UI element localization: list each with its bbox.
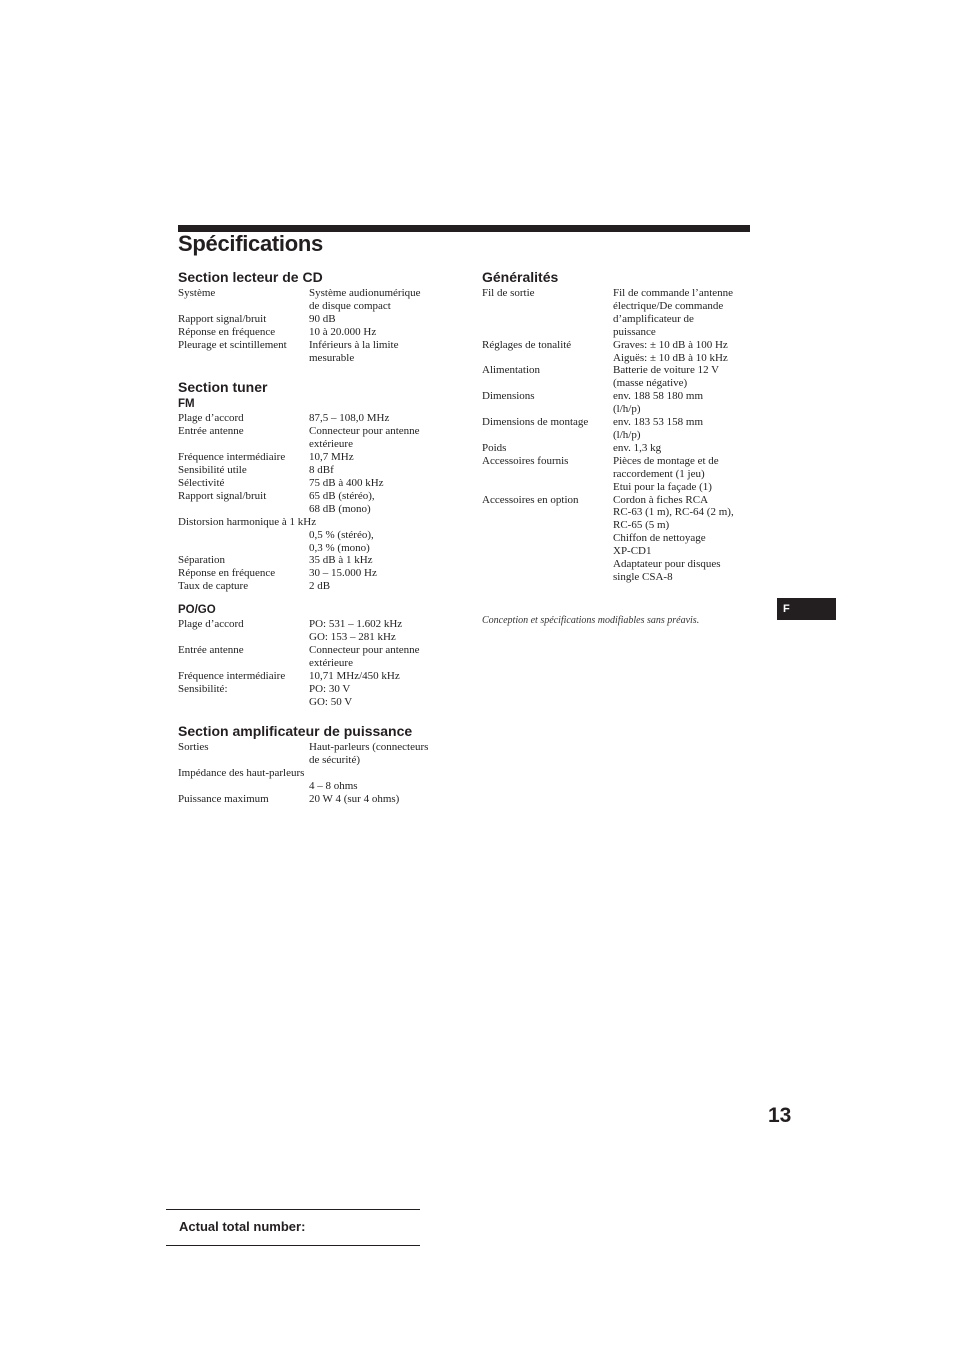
- spec-value: 0,3 % (mono): [309, 541, 370, 554]
- spec-value: Connecteur pour antenne: [309, 643, 420, 656]
- spec-list: [178, 412, 453, 593]
- spec-value: single CSA-8: [613, 570, 673, 583]
- spec-value: Chiffon de nettoyage: [613, 532, 706, 545]
- spec-label-spacer: [178, 352, 309, 365]
- spec-row: [178, 425, 453, 438]
- spec-label: Réponse en fréquence: [178, 567, 276, 580]
- spec-row: [178, 287, 453, 300]
- spec-label-spacer: [482, 506, 613, 519]
- spec-row: [482, 300, 757, 313]
- spec-value: 8 dBf: [309, 464, 334, 477]
- spec-row: [482, 403, 757, 416]
- spec-value: extérieure: [309, 438, 353, 451]
- spec-value: Graves: ± 10 dB à 100 Hz: [613, 338, 728, 351]
- spec-label: Taux de capture: [178, 580, 249, 593]
- spec-value: Connecteur pour antenne: [309, 425, 420, 438]
- spec-row: [178, 412, 453, 425]
- spec-value: (masse négative): [613, 377, 688, 390]
- spec-row: [178, 793, 453, 806]
- spec-label: Sélectivité: [178, 476, 225, 489]
- spec-value: Inférieurs à la limite: [309, 338, 399, 351]
- spec-label: Alimentation: [482, 364, 541, 377]
- spec-value: env. 1,3 kg: [613, 441, 662, 454]
- spec-value: 2 dB: [309, 580, 331, 593]
- spec-label: Poids: [482, 441, 507, 454]
- spec-value: 68 dB (mono): [309, 502, 371, 515]
- spec-value: PO: 531 – 1.602 kHz: [309, 618, 403, 631]
- section-heading: Généralités: [482, 269, 559, 285]
- spec-label-spacer: [482, 558, 613, 571]
- spec-row: [178, 580, 453, 593]
- spec-row: [482, 416, 757, 429]
- spec-label: Rapport signal/bruit: [178, 489, 267, 502]
- spec-value: puissance: [613, 325, 656, 338]
- spec-row: [178, 339, 453, 352]
- spec-row: [178, 490, 453, 503]
- spec-label-spacer: [178, 631, 309, 644]
- spec-label: Plage d’accord: [178, 412, 244, 425]
- spec-row: [482, 494, 757, 507]
- spec-label-spacer: [178, 754, 309, 767]
- spec-row: [178, 696, 453, 709]
- spec-value: 4 – 8 ohms: [309, 780, 358, 793]
- footer-box: [166, 1209, 420, 1246]
- spec-label: Rapport signal/bruit: [178, 312, 267, 325]
- spec-label-spacer: [178, 503, 309, 516]
- spec-value: PO: 30 V: [309, 682, 351, 695]
- spec-label-spacer: [482, 468, 613, 481]
- spec-value: 10,7 MHz: [309, 451, 354, 464]
- spec-label-spacer: [482, 519, 613, 532]
- spec-label-spacer: [482, 377, 613, 390]
- spec-value: Batterie de voiture 12 V: [613, 364, 720, 377]
- spec-label-spacer: [482, 481, 613, 494]
- spec-label-spacer: [482, 352, 613, 365]
- spec-label-spacer: [178, 300, 309, 313]
- spec-label-spacer: [482, 313, 613, 326]
- spec-value: Cordon à fiches RCA: [613, 493, 709, 506]
- spec-value: 35 dB à 1 kHz: [309, 554, 373, 567]
- spec-value: de disque compact: [309, 299, 391, 312]
- spec-row: [178, 554, 453, 567]
- footer-label: Actual total number:: [179, 1219, 306, 1234]
- spec-label: Réglages de tonalité: [482, 338, 572, 351]
- spec-value: 90 dB: [309, 312, 336, 325]
- spec-row: [482, 429, 757, 442]
- spec-value: 10,71 MHz/450 kHz: [309, 669, 400, 682]
- spec-value: Adaptateur pour disques: [613, 558, 721, 571]
- spec-row: [178, 644, 453, 657]
- spec-label: Réponse en fréquence: [178, 325, 276, 338]
- spec-value: Etui pour la façade (1): [613, 480, 712, 493]
- spec-row: [178, 754, 453, 767]
- spec-value: env. 188 58 180 mm: [613, 390, 704, 403]
- spec-row: [482, 545, 757, 558]
- spec-row: [482, 364, 757, 377]
- spec-label: Sensibilité utile: [178, 464, 247, 477]
- spec-value: d’amplificateur de: [613, 312, 694, 325]
- spec-label: Système: [178, 287, 216, 299]
- spec-row: [482, 352, 757, 365]
- spec-value: Haut-parleurs (connecteurs: [309, 741, 429, 754]
- spec-row: [178, 657, 453, 670]
- spec-list: [178, 741, 453, 806]
- spec-value: env. 183 53 158 mm: [613, 416, 704, 429]
- spec-label: Fréquence intermédiaire: [178, 669, 286, 682]
- spec-row: [482, 339, 757, 352]
- spec-row: [178, 741, 453, 754]
- spec-label-spacer: [178, 542, 309, 555]
- spec-value: Système audionumérique: [309, 287, 421, 299]
- spec-value: électrique/De commande: [613, 299, 724, 312]
- spec-value: 75 dB à 400 kHz: [309, 476, 384, 489]
- spec-row: [178, 618, 453, 631]
- spec-value: 0,5 % (stéréo),: [309, 528, 374, 541]
- section-gap: [178, 364, 453, 378]
- language-tab: F: [777, 598, 836, 620]
- spec-label-spacer: [482, 403, 613, 416]
- spec-label: Dimensions: [482, 390, 535, 403]
- spec-value: de sécurité): [309, 754, 360, 767]
- spec-row: [178, 503, 453, 516]
- spec-row: [482, 468, 757, 481]
- spec-label-spacer: [482, 532, 613, 545]
- spec-label: Accessoires fournis: [482, 454, 569, 467]
- spec-row: [178, 464, 453, 477]
- spec-row: [482, 313, 757, 326]
- subsection-heading: FM: [178, 398, 195, 411]
- spec-row: [178, 683, 453, 696]
- spec-label: Entrée antenne: [178, 643, 244, 656]
- spec-label: Sensibilité:: [178, 682, 228, 695]
- spec-row: [178, 477, 453, 490]
- spec-row: [482, 532, 757, 545]
- spec-value: 65 dB (stéréo),: [309, 489, 375, 502]
- spec-label-spacer: [482, 429, 613, 442]
- spec-label-spacer: [178, 780, 309, 793]
- spec-list: [178, 618, 453, 708]
- spec-value: Fil de commande l’antenne: [613, 287, 734, 299]
- page-number: 13: [768, 1104, 792, 1127]
- spec-row: [482, 287, 757, 300]
- spec-value: 30 – 15.000 Hz: [309, 567, 377, 580]
- spec-label: Pleurage et scintillement: [178, 338, 287, 351]
- spec-row: [178, 451, 453, 464]
- spec-row: [482, 390, 757, 403]
- spec-row: [482, 558, 757, 571]
- spec-value: extérieure: [309, 656, 353, 669]
- spec-label-spacer: [482, 571, 613, 584]
- spec-value: 20 W 4 (sur 4 ohms): [309, 793, 400, 806]
- spec-label-spacer: [178, 657, 309, 670]
- section-gap: [178, 708, 453, 722]
- spec-label: Fil de sortie: [482, 287, 535, 299]
- spec-row: [482, 455, 757, 468]
- spec-row: [178, 529, 453, 542]
- spec-value: Aiguës: ± 10 dB à 10 kHz: [613, 351, 728, 364]
- spec-value: (l/h/p): [613, 403, 641, 416]
- spec-label-spacer: [482, 326, 613, 339]
- spec-row: [178, 352, 453, 365]
- spec-row: [178, 326, 453, 339]
- spec-row: [178, 438, 453, 451]
- spec-label: Séparation: [178, 554, 226, 567]
- spec-row: [178, 670, 453, 683]
- spec-value: GO: 153 – 281 kHz: [309, 631, 396, 644]
- section-heading: Section tuner: [178, 379, 268, 396]
- spec-label: Puissance maximum: [178, 793, 269, 806]
- spec-value: GO: 50 V: [309, 695, 353, 708]
- spec-row: [178, 780, 453, 793]
- spec-label-spacer: [178, 696, 309, 709]
- right-column: [482, 268, 757, 584]
- spec-row: [178, 313, 453, 326]
- section-heading: Section lecteur de CD: [178, 269, 323, 285]
- subsection-heading: PO/GO: [178, 604, 216, 617]
- spec-value: RC-63 (1 m), RC-64 (2 m),: [613, 506, 734, 519]
- spec-label: Fréquence intermédiaire: [178, 451, 286, 464]
- spec-label-spacer: [482, 545, 613, 558]
- spec-row: [482, 377, 757, 390]
- spec-value: RC-65 (5 m): [613, 519, 670, 532]
- spec-value: mesurable: [309, 351, 355, 364]
- spec-row: [482, 519, 757, 532]
- spec-label: Dimensions de montage: [482, 416, 589, 429]
- spec-label: Sorties: [178, 741, 209, 754]
- spec-label: Impédance des haut-parleurs: [178, 767, 305, 780]
- spec-value: raccordement (1 jeu): [613, 467, 705, 480]
- spec-value: XP-CD1: [613, 545, 652, 558]
- left-column: [178, 268, 453, 806]
- spec-row: [482, 442, 757, 455]
- spec-row: [178, 631, 453, 644]
- spec-list: [482, 287, 757, 584]
- spec-row: [482, 326, 757, 339]
- spec-label-spacer: [178, 529, 309, 542]
- page-title: Spécifications: [178, 231, 323, 256]
- spec-label: Distorsion harmonique à 1 kHz: [178, 515, 317, 528]
- group-gap: [178, 593, 453, 603]
- spec-label: Entrée antenne: [178, 425, 244, 438]
- spec-row: [482, 481, 757, 494]
- spec-label: Accessoires en option: [482, 493, 579, 506]
- spec-row: [482, 506, 757, 519]
- disclaimer-note: Conception et spécifications modifiables sans préavis.: [482, 615, 700, 626]
- spec-row: [482, 571, 757, 584]
- spec-row: [178, 567, 453, 580]
- spec-row: [178, 542, 453, 555]
- spec-value: 87,5 – 108,0 MHz: [309, 412, 390, 425]
- spec-label-spacer: [178, 438, 309, 451]
- spec-label: Plage d’accord: [178, 618, 244, 631]
- spec-value: Pièces de montage et de: [613, 454, 719, 467]
- spec-label-spacer: [482, 300, 613, 313]
- section-heading: Section amplificateur de puissance: [178, 723, 413, 740]
- spec-value: 10 à 20.000 Hz: [309, 325, 377, 338]
- spec-value: (l/h/p): [613, 428, 641, 441]
- spec-row: [178, 300, 453, 313]
- spec-list: [178, 287, 453, 364]
